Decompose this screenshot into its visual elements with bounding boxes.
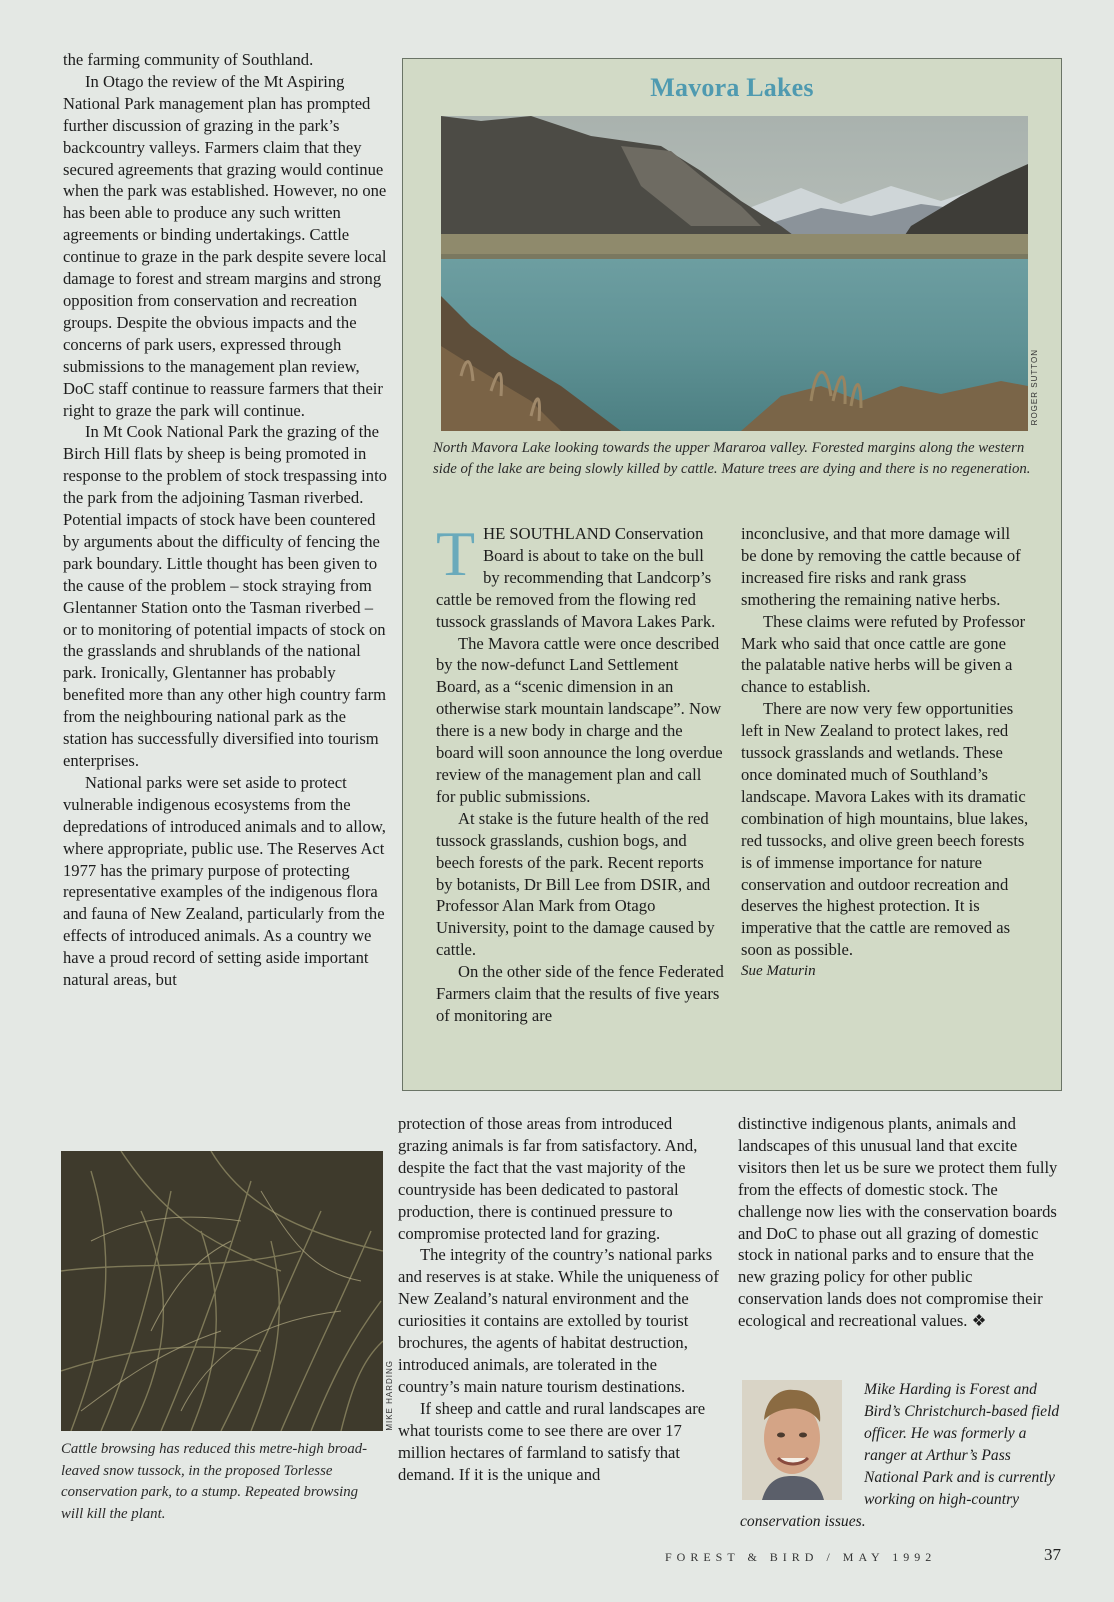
tussock-photo-credit: MIKE HARDING <box>385 1360 394 1431</box>
left-paragraph: In Otago the review of the Mt Aspiring National Park management plan has prompted further discussion of grazing in the park’s backcountry valleys. Farmers claim that they secured agreements that grazing would continue when the park was established. However, no one has been able to produce any such written agreements or binding undertakings. Cattle continue to graze in the park despite severe local damage to forest and stream margins and strong opposition from conservation and recreation groups. Despite the obvious impacts and the concerns of park users, expressed through submissions to the management plan review, DoC staff continue to reassure farmers that their right to graze the park will continue. <box>63 71 387 420</box>
mavora-lakes-sidebar <box>402 58 1062 1091</box>
sidebar-paragraph: At stake is the future health of the red tussock grasslands, cushion bogs, and beech forests of the park. Recent reports by botanists, Dr Bill Lee from DSIR, and Professor Alan Mark from Otago University, point to the damage caused by cattle. <box>436 808 715 960</box>
right-paragraph: distinctive indigenous plants, animals and landscapes of this unusual land that excite visitors then let us be sure we protect them fully from the effects of domestic stock. The challenge now lies with the conservation boards and DoC to phase out all grazing of domestic stock in national parks and to ensure that the new grazing policy for other public conservation lands does not compromise their ecological and recreational values. ❖ <box>738 1114 1058 1331</box>
sidebar-paragraph: On the other side of the fence Federated Farmers claim that the results of five years of monitoring are <box>436 962 724 1025</box>
right-column <box>738 1113 1058 1332</box>
lake-photo-caption: North Mavora Lake looking towards the upper Mararoa valley. Forested margins along the western side of the lake are being slowly killed by cattle. Mature trees are dying and there is no regeneration. <box>433 440 1031 477</box>
author-bio-text: Mike Harding is Forest and Bird’s Christchurch-based field officer. He was formerly a ranger at Arthur’s Pass National Park and is currently working on high-country conservation issues. <box>740 1381 1060 1530</box>
left-paragraph: In Mt Cook National Park the grazing of the Birch Hill flats by sheep is being promoted in response to the problem of stock trespassing into the park from the adjoining Tasman riverbed. Potential impacts of stock have been countered by arguments about the difficulty of fencing the park boundary. Little thought has been given to the cause of the problem – stock straying from Glentanner Station onto the Tasman riverbed – or to monitoring of potential impacts of stock on the grasslands and shrublands of the national park. Ironically, Glentanner has probably benefited more than any other high country farm from the neighbouring national park as the station has successfully diversified into tourism enterprises. <box>63 422 387 770</box>
sidebar-title: Mavora Lakes <box>650 73 814 102</box>
middle-paragraph: If sheep and cattle and rural landscapes are what tourists come to see there are over 17 million hectares of farmland to satisfy that demand. If it is the unique and <box>398 1398 706 1484</box>
sidebar-lead-paragraph <box>436 518 724 633</box>
snow-tussock-photo <box>61 1151 383 1431</box>
sidebar-paragraph: These claims were refuted by Professor Mark who said that once cattle are gone the palatable native herbs will be given a chance to establish. <box>741 611 1026 697</box>
sidebar-paragraph: There are now very few opportunities left in New Zealand to protect lakes, red tussock grasslands and wetlands. These once dominated much of Southland’s landscape. Mavora Lakes with its dramatic combination of high mountains, blue lakes, red tussocks, and olive green beech forests is of immense importance for nature conservation and outdoor recreation and deserves the highest protection. It is imperative that the cattle are removed as soon as possible. <box>741 699 1029 960</box>
sidebar-signature: Sue Maturin <box>741 963 816 980</box>
page-number: 37 <box>1044 1545 1061 1564</box>
middle-column <box>398 1113 720 1485</box>
left-paragraph: National parks were set aside to protect vulnerable indigenous ecosystems from the depredations of introduced animals and to allow, where appropriate, public use. The Reserves Act 1977 has the primary purpose of protecting representative examples of the indigenous flora and fauna of New Zealand, particularly from the effects of introduced animals. As a country we have a proud record of setting aside important natural areas, but <box>63 772 386 990</box>
sidebar-paragraph: inconclusive, and that more damage will be done by removing the cattle because of increased fire risks and rank grass smothering the remaining native herbs. <box>741 524 1021 609</box>
sidebar-paragraph: The Mavora cattle were once described by the now-defunct Land Settlement Board, as a “scenic dimension in an otherwise stark mountain landscape”. Now there is a new body in charge and the board will soon announce the long overdue review of the management plan and call for public submissions. <box>436 633 723 806</box>
lake-photo-credit: ROGER SUTTON <box>1030 349 1039 426</box>
sidebar-column-1 <box>436 518 724 1027</box>
running-footer: FOREST & BIRD / MAY 1992 <box>665 1550 937 1564</box>
drop-cap: T <box>436 518 476 589</box>
sidebar-column-2 <box>741 523 1029 983</box>
left-column <box>63 49 387 991</box>
middle-paragraph: The integrity of the country’s national parks and reserves is at stake. While the uniqueness of New Zealand’s natural environment and the curiosities it contains are extolled by tourist brochures, the agents of habitat destruction, introduced animals, are tolerated in the country’s main nature tourism destinations. <box>398 1245 719 1396</box>
middle-paragraph: protection of those areas from introduced grazing animals is far from satisfactory. And, despite the fact that the vast majority of the countryside has been dedicated to pastoral production, there is continued pressure to compromise protected land for grazing. <box>398 1114 698 1243</box>
tussock-photo-caption: Cattle browsing has reduced this metre-high broad-leaved snow tussock, in the proposed Torlesse conservation park, to a stump. Repeated browsing will kill the plant. <box>61 1441 368 1522</box>
sidebar-lead-text: HE SOUTHLAND Conservation Board is about to take on the bull by recommending that Landcorp’s cattle be removed from the flowing red tussock grasslands of Mavora Lakes Park. <box>436 524 716 631</box>
author-bio <box>740 1379 1066 1533</box>
mavora-lake-photo <box>441 116 1028 431</box>
left-paragraph: the farming community of Southland. <box>63 50 314 69</box>
